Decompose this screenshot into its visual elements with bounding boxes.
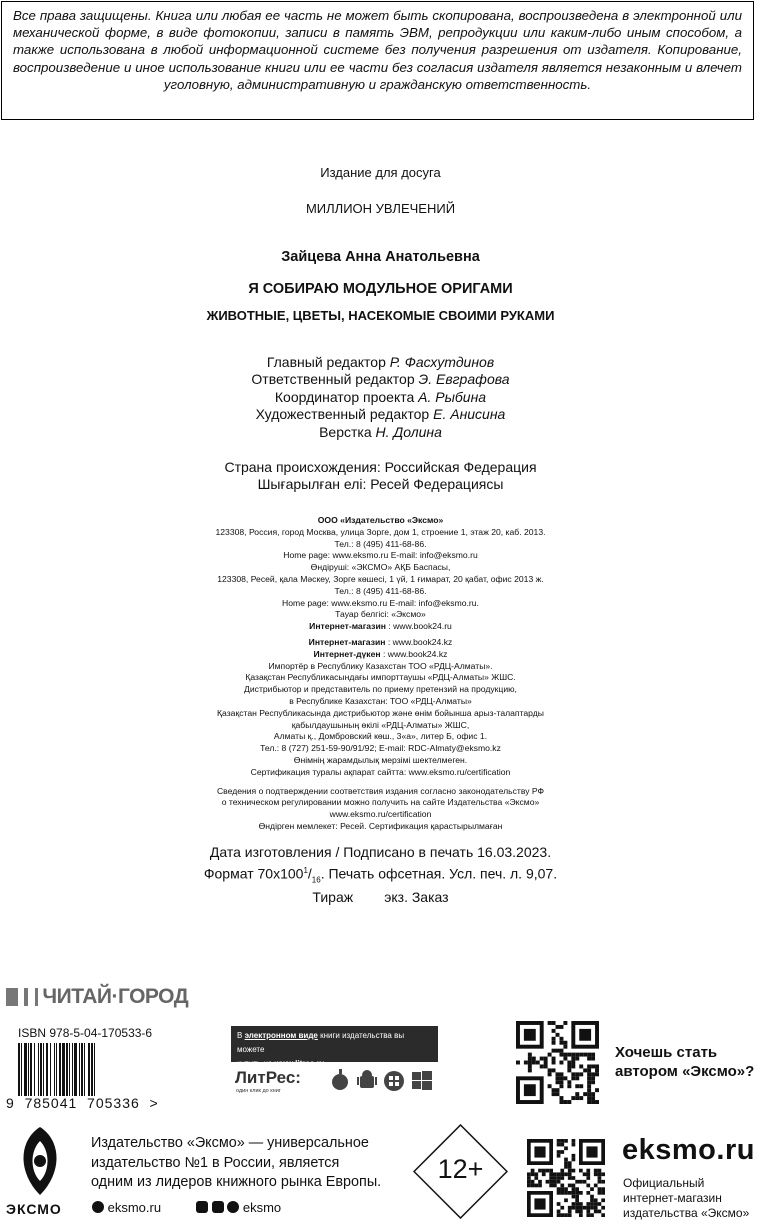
shop-qr-code[interactable] <box>527 1139 605 1217</box>
author-name: Зайцева Анна Анатольевна <box>281 249 480 265</box>
windows-phone-icon <box>384 1071 404 1091</box>
android-icon <box>357 1070 377 1088</box>
staff-line: Ответственный редактор Э. Евграфова <box>251 371 510 388</box>
edition-type: Издание для досуга <box>320 165 441 180</box>
print-run: Тираж экз. Заказ <box>312 888 449 905</box>
age-rating <box>413 1124 508 1219</box>
author-qr-code[interactable] <box>516 1021 599 1104</box>
origin-ru: Страна происхождения: Российская Федерация <box>224 459 537 475</box>
telegram-icon <box>227 1201 239 1213</box>
eksmo-logo-icon <box>14 1125 66 1197</box>
online-shop-kz-kk: Интернет-дүкен : www.book24.kz <box>313 648 448 659</box>
about-publisher: Издательство «Эксмо» — универсальное издательство №1 в России, является одним из лидеров книжного рынка Европы. <box>91 1135 382 1191</box>
barcode-digits: 9 785041 705336 > <box>6 1095 159 1111</box>
vk-icon <box>196 1201 208 1213</box>
series-name: МИЛЛИОН УВЛЕЧЕНИЙ <box>305 201 456 216</box>
publisher-block: ООО «Издательство «Эксмо» 123308, Россия, город Москва, улица Зорге, дом 1, строение 1, этаж 20, каб. 2013. Тел.: 8 (495) 411-68-86. Home page: www.eksmo.ru E-mail: info@eksmo.ru Өндіруші: «ЭКСМО» АҚБ Баспасы, 123308, Ресей, қала Мәскеу, Зорге көшесі, 1 үй, 1 ғимарат, 20 қабат, офис 2013 ж. Тел.: 8 (495) 411-68-86. Home page: www.eksmo.ru E-mail: info@eksmo.ru. Тауар белгісі: «Эксмо» Интернет-магазин : www.book24.ru Интернет-магазин : www.book24.kz Интернет-дүкен : www.book24.kz Импортёр в Республику Казахстан ТОО «РДЦ-Алматы». Қазақстан Республикасындағы импорттаушы «РДЦ-Алматы» ЖШС. Дистрибьютор и представитель по приему претензий на продукцию, в Республике Казахстан: ТОО «РДЦ-Алматы» Қазақстан Республикасында дистрибьютор және өнім бойынша арыз-талаптарды қабылдаушының өкілі «РДЦ-Алматы» ЖШС, Алматы қ., Домбровский көш., 3«а», литер Б, офис 1. Тел.: 8 (727) 251-59-90/91/92; E-mail: RDC-Almaty@eksmo.kz Өнімнің жарамдылық мерзімі шектелмеген. Сертификация туралы ақпарат сайтта: www.eksmo.ru/certification Сведения о подтверждении соответствия издания согласно законодательству РФ о техническом регулировании можно получить на сайте Издательства «Эксмо» www.eksmo.ru/certification Өндірген мемлекет: Ресей. Сертификация қарастырылмаған <box>0 515 761 833</box>
book-subtitle: ЖИВОТНЫЕ, ЦВЕТЫ, НАСЕКОМЫЕ СВОИМИ РУКАМИ <box>206 308 555 323</box>
book-title: Я СОБИРАЮ МОДУЛЬНОЕ ОРИГАМИ <box>248 281 513 297</box>
staff-line: Верстка Н. Долина <box>319 423 442 440</box>
publisher-name: ООО «Издательство «Эксмо» <box>317 515 444 525</box>
isbn-barcode <box>18 1043 168 1096</box>
site-link[interactable]: eksmo.ru <box>92 1200 161 1215</box>
staff-line: Художественный редактор Е. Анисина <box>255 406 506 423</box>
shop-site[interactable]: eksmo.ru <box>622 1134 755 1166</box>
age-rating-label: 12+ <box>437 1154 484 1184</box>
staff-line: Координатор проекта А. Рыбина <box>274 388 487 405</box>
litres-logo: ЛитРес: <box>235 1068 301 1087</box>
globe-icon <box>92 1201 104 1213</box>
isbn-label: ISBN 978-5-04-170533-6 <box>18 1026 153 1040</box>
online-shop-kz: Интернет-магазин : www.book24.kz <box>308 636 453 647</box>
litres-tagline: один клик до книг <box>236 1088 281 1094</box>
eksmo-logo-text: ЭКСМО <box>6 1201 62 1217</box>
print-date: Дата изготовления / Подписано в печать 16.03.2023. <box>209 844 552 860</box>
chitai-gorod-logo: ЧИТАЙ·ГОРОД <box>6 985 188 1007</box>
origin-block <box>0 459 761 494</box>
shop-description: Официальный интернет-магазин издательства «Эксмо» <box>623 1176 750 1220</box>
author-invite: Хочешь стать автором «Эксмо»? <box>615 1044 755 1080</box>
litres-banner[interactable]: В электронном виде книги издательства вы можете купить на www.litres.ru <box>231 1026 438 1062</box>
copyright-notice: Все права защищены. Книга или любая ее часть не может быть скопирована, воспроизведена в электронной или механической форме, в виде фотокопии, записи в память ЭВМ, репродукции или каким-либо иным способом, а также использована в любой информационной системе без получения разрешения от издателя. Копирование, воспроизведение и иное использование книги или ее части без согласия издателя является незаконным и влечет уголовную, административную и гражданскую ответственность. <box>1 1 754 120</box>
print-info <box>0 844 761 906</box>
staff-list <box>0 354 761 441</box>
ok-icon <box>212 1201 224 1213</box>
origin-kz: Шығарылған елі: Ресей Федерациясы <box>257 476 504 493</box>
social-links[interactable]: eksmo <box>196 1200 281 1215</box>
staff-line: Главный редактор Р. Фасхутдинов <box>266 354 495 370</box>
windows-icon <box>412 1071 432 1090</box>
app-icons <box>330 1068 435 1092</box>
online-shop-ru: Интернет-магазин : www.book24.ru <box>309 621 452 632</box>
apple-icon <box>332 1069 348 1090</box>
print-format: Формат $70x100^1/_{16}$. Печать офсетная. Усл. печ. л. 9,07. <box>203 865 558 885</box>
